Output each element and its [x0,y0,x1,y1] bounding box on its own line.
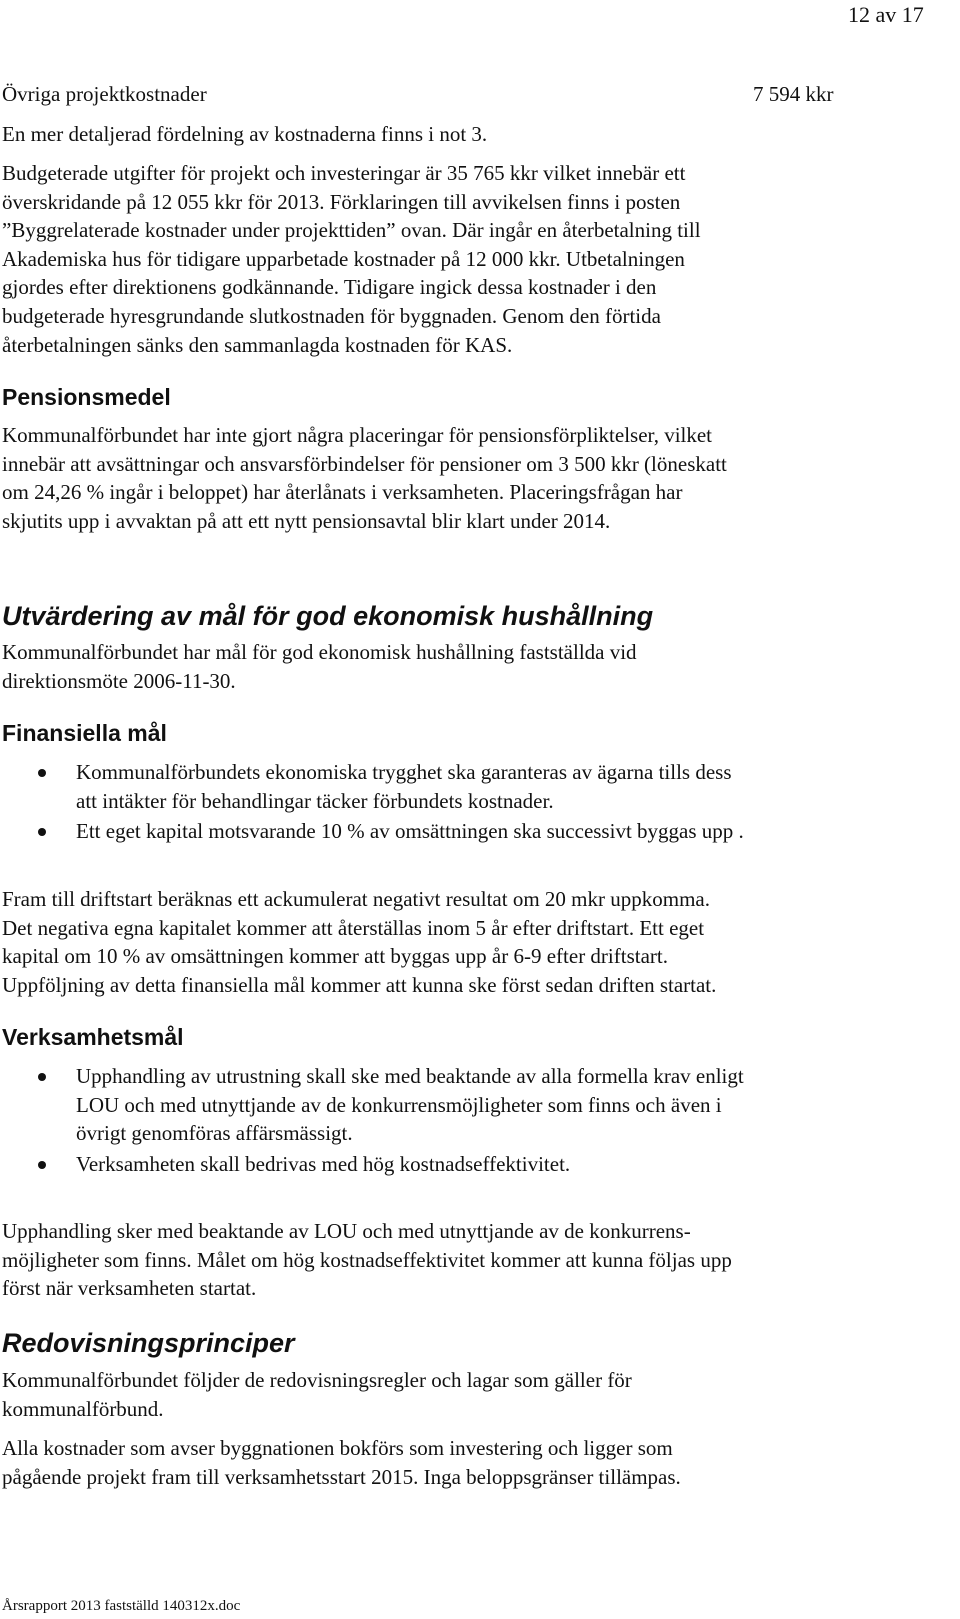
accounting-paragraph-1 [2,1366,862,1423]
page-number: 12 av 17 [848,2,924,27]
business-goals-heading: Verksamhetsmål [2,1024,184,1050]
budget-line: Budgeterade utgifter för projekt och investeringar är 35 765 kkr vilket innebär ett [2,161,686,185]
footer-filename: Årsrapport 2013 fastställd 140312x.doc [2,1598,241,1614]
bullet-text: att intäkter för behandlingar täcker förbundets kostnader. [76,788,554,813]
financial-line: Det negativa egna kapitalet kommer att återställas inom 5 år efter driftstart. Ett eget [2,915,705,940]
budget-paragraph [2,159,862,359]
business-goals-list [0,1062,900,1178]
business-goals-paragraph [2,1217,862,1303]
bullet-icon [38,1073,46,1081]
budget-line: ”Byggrelaterade kostnader under projekttiden” ovan. Där ingår en återbetalning till [2,218,701,243]
financial-goals-list [0,758,900,846]
accounting-line: pågående projekt fram till verksamhetsstart 2015. Inga beloppsgränser tillämpas. [2,1464,681,1489]
bullet-text: Kommunalförbundets ekonomiska trygghet ska garanteras av ägarna tills dess [76,760,732,784]
bullet-text: Upphandling av utrustning skall ske med beaktande av alla formella krav enligt [76,1064,744,1088]
financial-line: Uppföljning av detta finansiella mål kommer att kunna ske först sedan driften startat. [2,972,717,997]
list-item [0,1062,900,1148]
business-line: möjligheter som finns. Målet om hög kostnadseffektivitet kommer att kunna följas upp [2,1247,732,1272]
budget-line: överskridande på 12 055 kkr för 2013. Förklaringen till avvikelsen finns i posten [2,189,681,214]
pensions-paragraph [2,421,862,535]
list-item [0,817,900,846]
other-costs-amount: 7 594 kkr [753,82,834,106]
budget-line: Akademiska hus för tidigare upparbetade kostnader på 12 000 kkr. Utbetalningen [2,246,685,271]
bullet-text: Verksamheten skall bedrivas med hög kostnadseffektivitet. [76,1151,571,1176]
bullet-icon [38,828,46,836]
financial-goals-heading: Finansiella mål [2,720,167,746]
evaluation-line: Kommunalförbundet har mål för god ekonomisk hushållning fastställda vid [2,640,637,664]
bullet-text: LOU och med utnyttjande av de konkurrensmöjligheter som finns och även i [76,1092,722,1117]
list-item [0,758,900,815]
accounting-line: Kommunalförbundet följder de redovisningsregler och lagar som gäller för [2,1368,632,1392]
budget-line: budgeterade hyresgrundande slutkostnaden för byggnaden. Genom den förtida [2,303,661,328]
accounting-line: Alla kostnader som avser byggnationen bokförs som investering och ligger som [2,1436,673,1460]
bullet-text: övrigt genomföras affärsmässigt. [76,1121,353,1146]
other-costs-label: Övriga projektkostnader [2,82,207,106]
evaluation-paragraph [2,638,862,695]
list-item [0,1150,900,1179]
financial-line: kapital om 10 % av omsättningen kommer att byggas upp år 6-9 efter driftstart. [2,944,668,969]
evaluation-heading: Utvärdering av mål för god ekonomisk hushållning [2,601,654,631]
accounting-line: kommunalförbund. [2,1396,164,1421]
accounting-heading: Redovisningsprinciper [2,1328,295,1358]
pensions-line: Kommunalförbundet har inte gjort några placeringar för pensionsförpliktelser, vilket [2,423,713,447]
other-costs-note: En mer detaljerad fördelning av kostnaderna finns i not 3. [2,122,488,146]
business-line: Upphandling sker med beaktande av LOU och med utnyttjande av de konkurrens- [2,1219,691,1243]
financial-goals-paragraph [2,885,862,999]
pensions-line: innebär att avsättningar och ansvarsförbindelser för pensioner om 3 500 kkr (löneskatt [2,451,727,476]
financial-line: Fram till driftstart beräknas ett ackumulerat negativt resultat om 20 mkr uppkomma. [2,887,710,911]
bullet-icon [38,1161,46,1169]
pensions-line: skjutits upp i avvaktan på att ett nytt pensionsavtal blir klart under 2014. [2,508,611,533]
evaluation-line: direktionsmöte 2006-11-30. [2,668,236,693]
bullet-icon [38,769,46,777]
business-line: först när verksamheten startat. [2,1276,257,1301]
budget-line: återbetalningen sänks den sammanlagda kostnaden för KAS. [2,332,513,357]
budget-line: gjordes efter direktionens godkännande. Tidigare ingick dessa kostnader i den [2,275,657,300]
pensions-heading: Pensionsmedel [2,384,171,410]
accounting-paragraph-2 [2,1434,862,1491]
pensions-line: om 24,26 % ingår i beloppet) har återlånats i verksamheten. Placeringsfrågan har [2,480,683,505]
bullet-text: Ett eget kapital motsvarande 10 % av omsättningen ska successivt byggas upp . [76,819,744,844]
